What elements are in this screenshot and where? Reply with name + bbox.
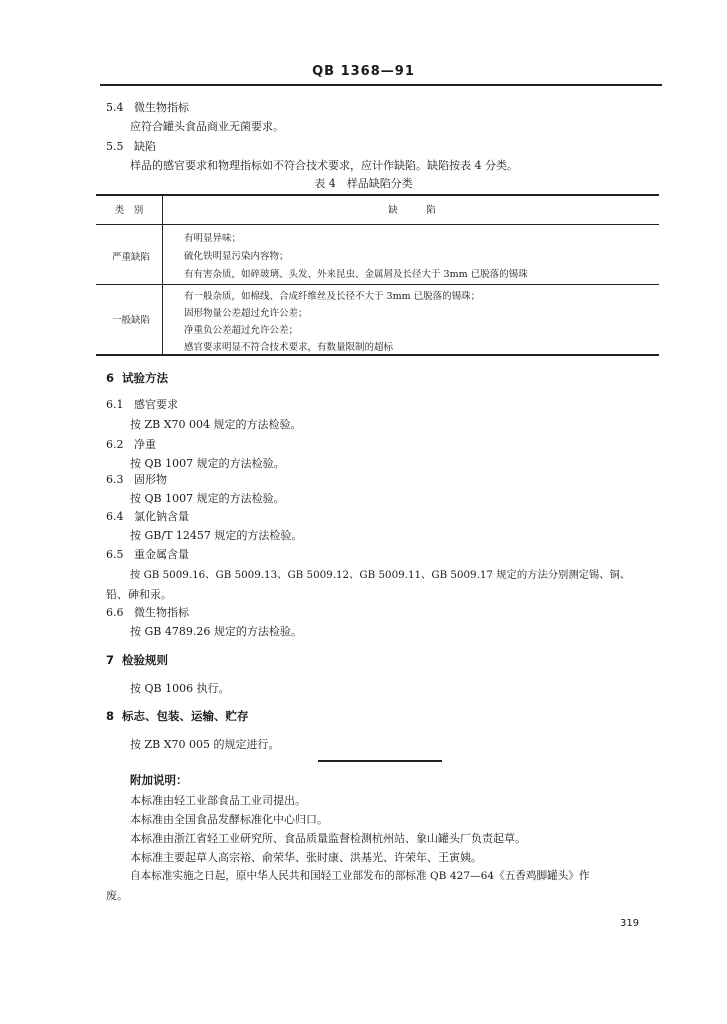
section-6-1: [106, 396, 178, 412]
notes-title: 附加说明：: [130, 773, 188, 787]
section-body: 按 QB 1006 执行。: [130, 682, 230, 695]
section-body: 按 ZB X70 005 的规定进行。: [130, 738, 280, 751]
table-header-defect: 缺 陷: [388, 205, 436, 216]
table-bottom-rule: [96, 354, 659, 356]
section-7: [106, 652, 168, 668]
section-body: 按 GB 4789.26 规定的方法检验。: [130, 625, 302, 638]
table-top-rule: [96, 194, 659, 196]
section-number: 6.3: [106, 473, 124, 486]
notes-line: 本标准由全国食品发酵标准化中心归口。: [130, 813, 328, 826]
section-body: 按 ZB X70 004 规定的方法检验。: [130, 418, 302, 431]
table-caption: 表 4 样品缺陷分类: [314, 177, 413, 190]
notes-line: 本标准主要起草人高宗裕、俞荣华、张时康、洪基光、许荣年、王寅姨。: [130, 851, 482, 864]
section-body: 按 GB 5009.16、GB 5009.13、GB 5009.12、GB 5009.11、GB 5009.17 规定的方法分别测定锡、铜、: [130, 569, 631, 581]
section-title: 微生物指标: [134, 606, 189, 619]
section-6-6: [106, 604, 189, 620]
section-body-continued: 铅、砷和汞。: [106, 588, 172, 601]
section-8: [106, 708, 249, 724]
section-number: 7: [106, 653, 115, 667]
table-row-item: 硫化铁明显污染内容物；: [184, 251, 289, 262]
section-number: 6.6: [106, 606, 124, 619]
page-number: 319: [620, 918, 640, 929]
notes-line: 本标准由轻工业部食品工业司提出。: [130, 794, 306, 807]
table-column-rule: [162, 194, 163, 354]
section-number: 6.5: [106, 548, 124, 561]
section-body: 应符合罐头食品商业无菌要求。: [130, 120, 284, 133]
notes-line: 本标准由浙江省轻工业研究所、食品质量监督检测杭州站、象山罐头厂负责起草。: [130, 832, 526, 845]
section-title: 感官要求: [134, 398, 178, 411]
section-number: 6.4: [106, 510, 124, 523]
end-rule: [318, 760, 442, 762]
section-number: 6.1: [106, 398, 124, 411]
section-6-2: [106, 436, 156, 452]
table-row-item: 有明显异味；: [184, 233, 242, 244]
table-row-item: 固形物量公差超过允许公差；: [184, 308, 308, 319]
section-body: 样品的感官要求和物理指标如不符合技术要求，应计作缺陷。缺陷按表 4 分类。: [130, 159, 518, 172]
notes-line: 自本标准实施之日起，原中华人民共和国轻工业部发布的部标准 QB 427—64《五香鸡脚罐头》作: [130, 870, 590, 882]
table-header-rule: [96, 224, 659, 225]
table-row-item: 净重负公差超过允许公差；: [184, 325, 299, 336]
section-6: [106, 370, 168, 386]
table-row-category: 一般缺陷: [111, 315, 150, 326]
section-title: 标志、包装、运输、贮存: [122, 709, 249, 723]
section-body: 按 GB/T 12457 规定的方法检验。: [130, 529, 303, 542]
section-title: 氯化钠含量: [134, 510, 189, 523]
section-5-4: [106, 99, 189, 115]
table-row-item: 感官要求明显不符合技术要求，有数量限制的超标: [184, 342, 394, 353]
notes-line-continued: 废。: [106, 889, 128, 902]
table-header-category: 类 别: [114, 205, 144, 216]
table-row-rule: [96, 284, 659, 285]
section-title: 固形物: [134, 473, 167, 486]
section-title: 重金属含量: [134, 548, 189, 561]
section-number: 5.4: [106, 101, 124, 114]
section-title: 微生物指标: [134, 101, 189, 114]
section-title: 试验方法: [122, 371, 169, 385]
header-rule: [100, 84, 662, 86]
section-body: 按 QB 1007 规定的方法检验。: [130, 492, 285, 505]
section-body: 按 QB 1007 规定的方法检验。: [130, 457, 285, 470]
section-number: 6.2: [106, 438, 124, 451]
section-6-5: [106, 546, 189, 562]
table-row-item: 有有害杂质，如碎玻璃、头发、外来昆虫、金属屑及长径大于 3mm 已脱落的锡珠: [184, 269, 528, 280]
section-title: 缺陷: [134, 140, 156, 153]
section-6-3: [106, 471, 167, 487]
page-header: QB 1368—91: [312, 64, 415, 79]
section-title: 净重: [134, 438, 156, 451]
section-6-4: [106, 508, 189, 524]
section-title: 检验规则: [122, 653, 169, 667]
section-5-5: [106, 138, 156, 154]
table-row-item: 有一般杂质，如棉线、合成纤维丝及长径不大于 3mm 已脱落的锡珠；: [184, 291, 481, 302]
table-row-category: 严重缺陷: [111, 252, 150, 263]
section-number: 8: [106, 709, 115, 723]
section-number: 6: [106, 371, 115, 385]
section-number: 5.5: [106, 140, 124, 153]
